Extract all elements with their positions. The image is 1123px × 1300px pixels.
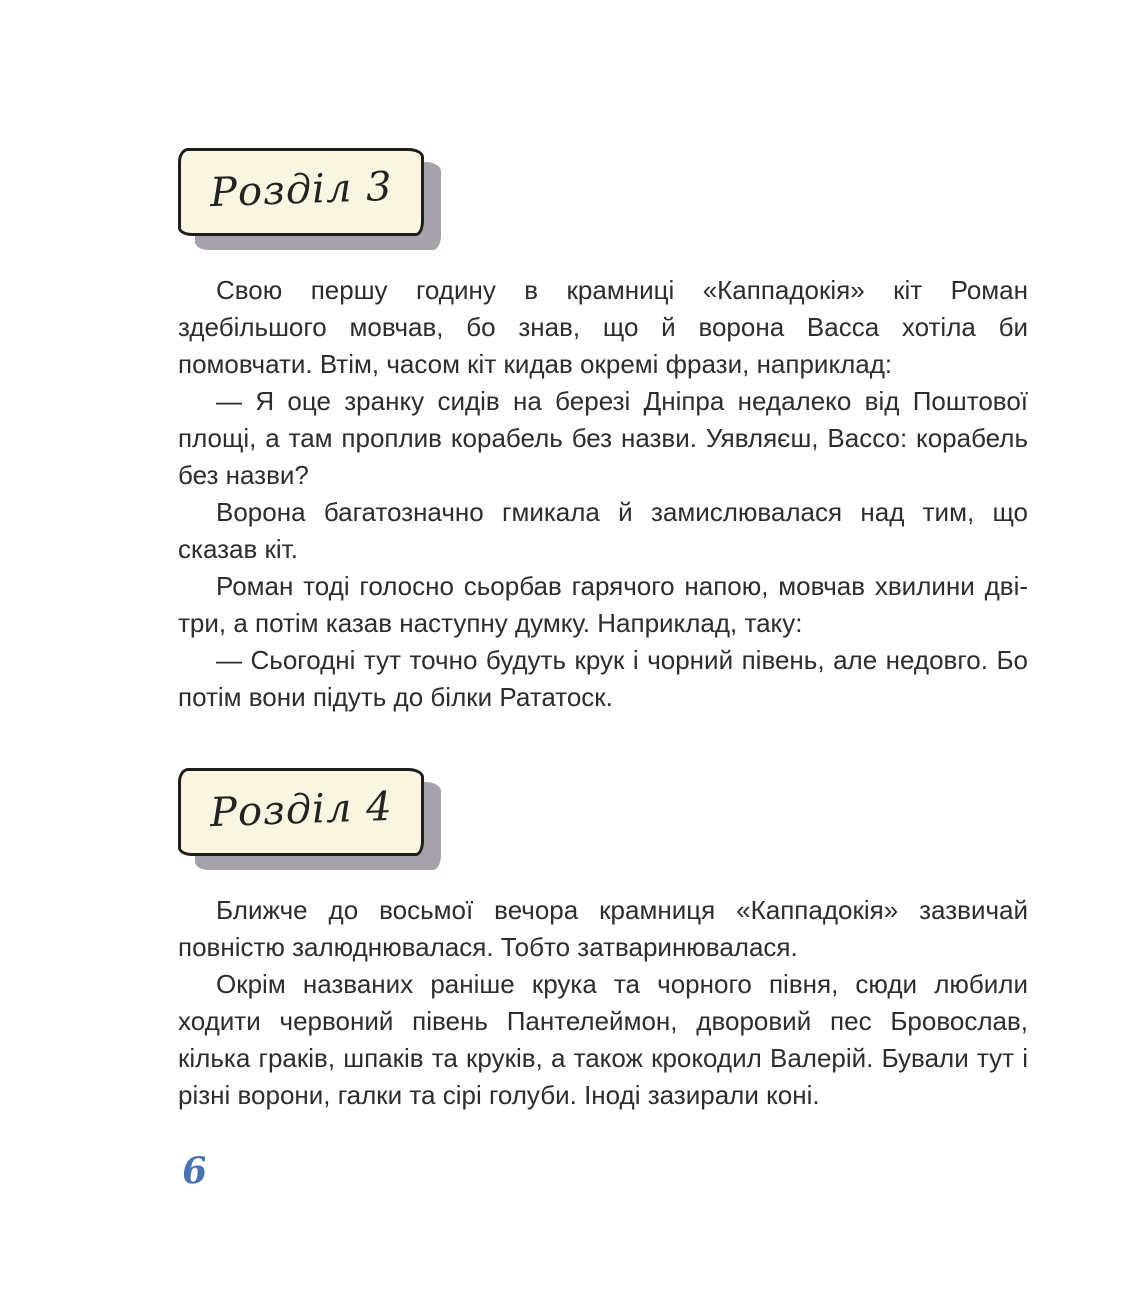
paragraph: — Сьогодні тут точно будуть крук і чорний півень, але недовго. Бо потім вони підуть до білки Рататоск. [178, 645, 1028, 712]
paragraph: Окрім названих раніше крука та чорного півня, сюди любили ходити червоний півень Пантелеймон, дворовий пес Бровослав, кілька граків, шпаків та круків, а також крокодил Валерій. Бували тут і різні ворони, галки та сірі голуби. Іноді зазирали коні. [178, 969, 1028, 1110]
paragraph: Роман тоді голосно сьорбав гарячого напою, мовчав хвилини дві-три, а потім казав наступну думку. Наприклад, таку: [178, 571, 1028, 638]
paragraph: Ближче до восьмої вечора крамниця «Каппадокія» зазвичай повністю залюднювалася. Тобто затваринювалася. [178, 895, 1028, 962]
chapter-4-title: Розділ 4 [208, 783, 393, 837]
chapter-3-text [178, 272, 1028, 716]
chapter-3-title: Розділ 3 [208, 163, 393, 217]
chapter-4-card [178, 768, 424, 856]
paragraph: — Я оце зранку сидів на березі Дніпра недалеко від Поштової площі, а там проплив корабель без назви. Уявляєш, Вассо: корабель без назви? [178, 386, 1028, 490]
paragraph: Ворона багатозначно гмикала й замислювалася над тим, що сказав кіт. [178, 497, 1028, 564]
paragraph: Свою першу годину в крамниці «Каппадокія» кіт Роман здебільшого мовчав, бо знав, що й ворона Васса хотіла би помовчати. Втім, часом кіт кидав окремі фрази, наприклад: [178, 275, 1028, 379]
page-number: 6 [180, 1149, 209, 1193]
chapter-3-card [178, 148, 424, 236]
chapter-4-text [178, 892, 1028, 1114]
